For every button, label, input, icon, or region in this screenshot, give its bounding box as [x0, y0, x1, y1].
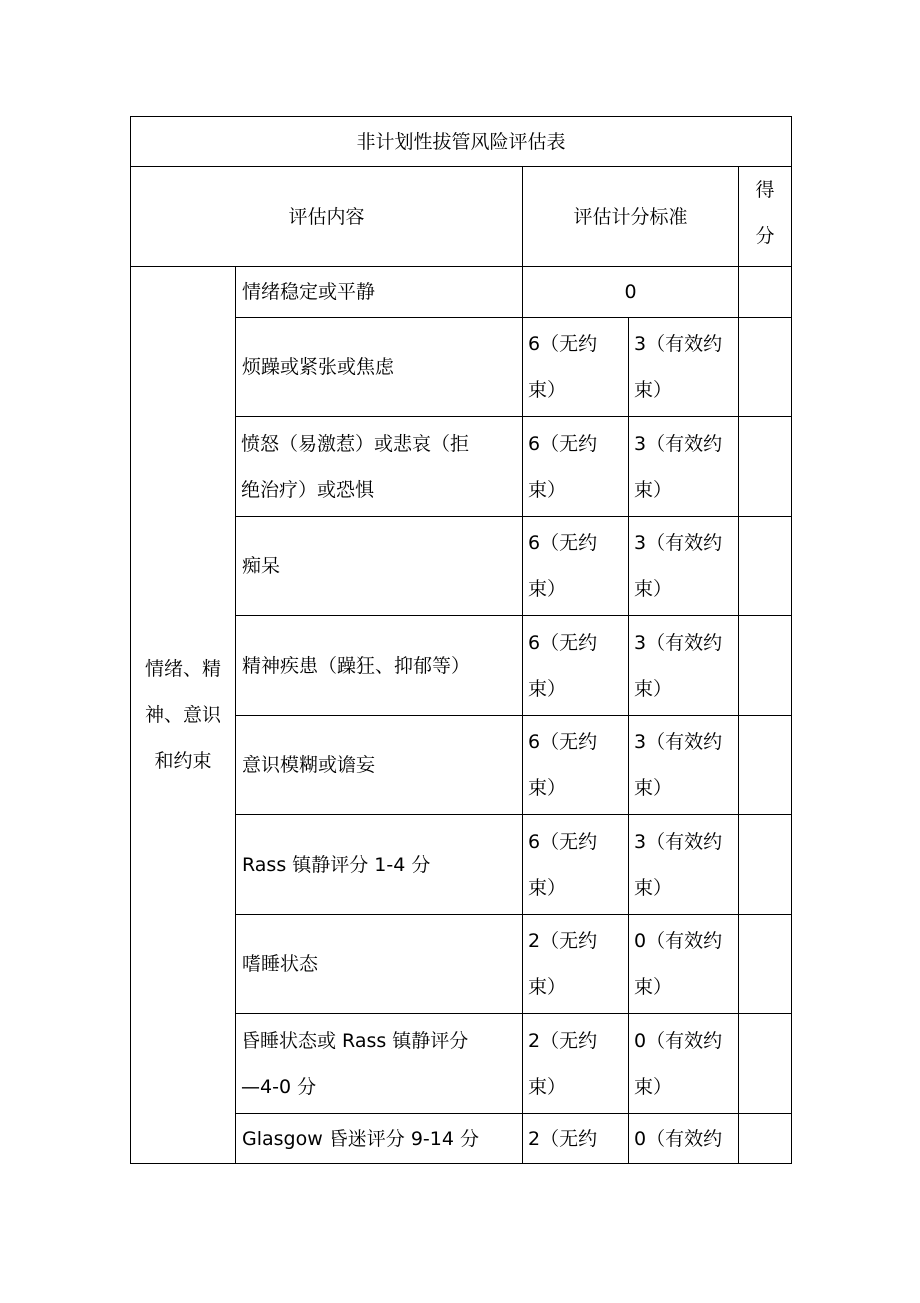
criteria-line1: 6（无约	[528, 432, 598, 455]
criteria-line1: 0（有效约	[634, 930, 723, 952]
score-cell[interactable]	[739, 318, 792, 417]
item-cell: Rass 镇静评分 1-4 分	[236, 815, 523, 915]
table-title: 非计划性拔管风险评估表	[131, 117, 792, 167]
item-cell: 嗜睡状态	[236, 915, 523, 1014]
criteria-restrained	[629, 616, 739, 716]
criteria-line1: 2（无约	[528, 1029, 598, 1052]
criteria-restrained: 0（有效约	[629, 1114, 739, 1164]
score-cell[interactable]	[739, 1014, 792, 1114]
criteria-unrestrained	[523, 915, 629, 1014]
score-cell[interactable]	[739, 267, 792, 318]
header-score	[739, 167, 792, 267]
criteria-line1: 6（无约	[528, 631, 598, 654]
criteria-line2: 束）	[634, 777, 673, 799]
item-cell	[236, 417, 523, 517]
criteria-line2: 束）	[528, 578, 567, 600]
criteria-line1: 6（无约	[528, 830, 598, 853]
criteria-restrained	[629, 716, 739, 815]
score-cell[interactable]	[739, 915, 792, 1014]
criteria-line1: 3（有效约	[634, 432, 723, 455]
criteria-unrestrained	[523, 417, 629, 517]
item-line2: 绝治疗）或恐惧	[241, 478, 375, 501]
item-line1: 愤怒（易激惹）或悲哀（拒	[241, 432, 470, 455]
criteria-line2: 束）	[634, 677, 673, 700]
criteria-unrestrained	[523, 318, 629, 417]
item-cell: 精神疾患（躁狂、抑郁等）	[236, 616, 523, 716]
criteria-unrestrained: 2（无约	[523, 1114, 629, 1164]
criteria-unrestrained	[523, 1014, 629, 1114]
criteria-restrained	[629, 1014, 739, 1114]
criteria-line1: 3（有效约	[634, 731, 723, 753]
category-line2: 神、意识	[144, 704, 221, 726]
criteria-restrained	[629, 417, 739, 517]
criteria-restrained	[629, 915, 739, 1014]
criteria-line2: 束）	[634, 578, 673, 600]
criteria-line1: 2（无约	[528, 930, 598, 952]
criteria-restrained	[629, 815, 739, 915]
score-cell[interactable]	[739, 815, 792, 915]
item-cell	[236, 1014, 523, 1114]
header-score-line1: 得	[755, 179, 775, 201]
item-line1: 烦躁或紧张或焦虑	[242, 356, 395, 378]
item-cell: 情绪稳定或平静	[236, 267, 523, 318]
criteria-line2: 束）	[634, 876, 673, 899]
criteria-restrained	[629, 318, 739, 417]
criteria-line2: 束）	[528, 478, 567, 501]
criteria-unrestrained	[523, 517, 629, 616]
score-cell[interactable]	[739, 1114, 792, 1164]
title-row	[131, 117, 792, 167]
score-cell[interactable]	[739, 417, 792, 517]
criteria-restrained	[629, 517, 739, 616]
criteria-line1: 3（有效约	[634, 830, 723, 853]
criteria-line1: 3（有效约	[634, 333, 723, 355]
item-line2: —4-0 分	[241, 1075, 317, 1098]
criteria-unrestrained	[523, 716, 629, 815]
item-cell	[236, 318, 523, 417]
header-content: 评估内容	[131, 167, 523, 267]
criteria-line1: 0（有效约	[634, 1029, 723, 1052]
header-criteria: 评估计分标准	[523, 167, 739, 267]
criteria-line2: 束）	[528, 1075, 567, 1098]
criteria-line2: 束）	[528, 677, 567, 700]
item-line1: 昏睡状态或 Rass 镇静评分	[241, 1029, 469, 1052]
criteria-line2: 束）	[634, 976, 673, 998]
criteria-unrestrained	[523, 616, 629, 716]
table-row	[131, 267, 792, 318]
item-cell: 痴呆	[236, 517, 523, 616]
criteria-line1: 6（无约	[528, 532, 598, 554]
score-cell[interactable]	[739, 616, 792, 716]
header-score-line2: 分	[755, 225, 775, 247]
criteria-line1: 3（有效约	[634, 532, 723, 554]
category-cell	[131, 267, 236, 1164]
risk-assessment-table	[130, 116, 792, 1164]
criteria-line2: 束）	[634, 379, 673, 401]
criteria-line2: 束）	[634, 1075, 673, 1098]
criteria-unrestrained	[523, 815, 629, 915]
score-cell[interactable]	[739, 716, 792, 815]
criteria-line2: 束）	[528, 777, 567, 799]
criteria-single: 0	[523, 267, 739, 318]
score-cell[interactable]	[739, 517, 792, 616]
criteria-line1: 6（无约	[528, 333, 598, 355]
criteria-line2: 束）	[634, 478, 673, 501]
criteria-line2: 束）	[528, 976, 567, 998]
criteria-line1: 6（无约	[528, 731, 598, 753]
header-row	[131, 167, 792, 267]
category-line1: 情绪、精	[144, 658, 221, 680]
category-line3: 和约束	[154, 750, 212, 772]
criteria-line2: 束）	[528, 876, 567, 899]
criteria-line1: 3（有效约	[634, 631, 723, 654]
item-cell: Glasgow 昏迷评分 9-14 分	[236, 1114, 523, 1164]
item-cell: 意识模糊或谵妄	[236, 716, 523, 815]
criteria-line2: 束）	[528, 379, 567, 401]
